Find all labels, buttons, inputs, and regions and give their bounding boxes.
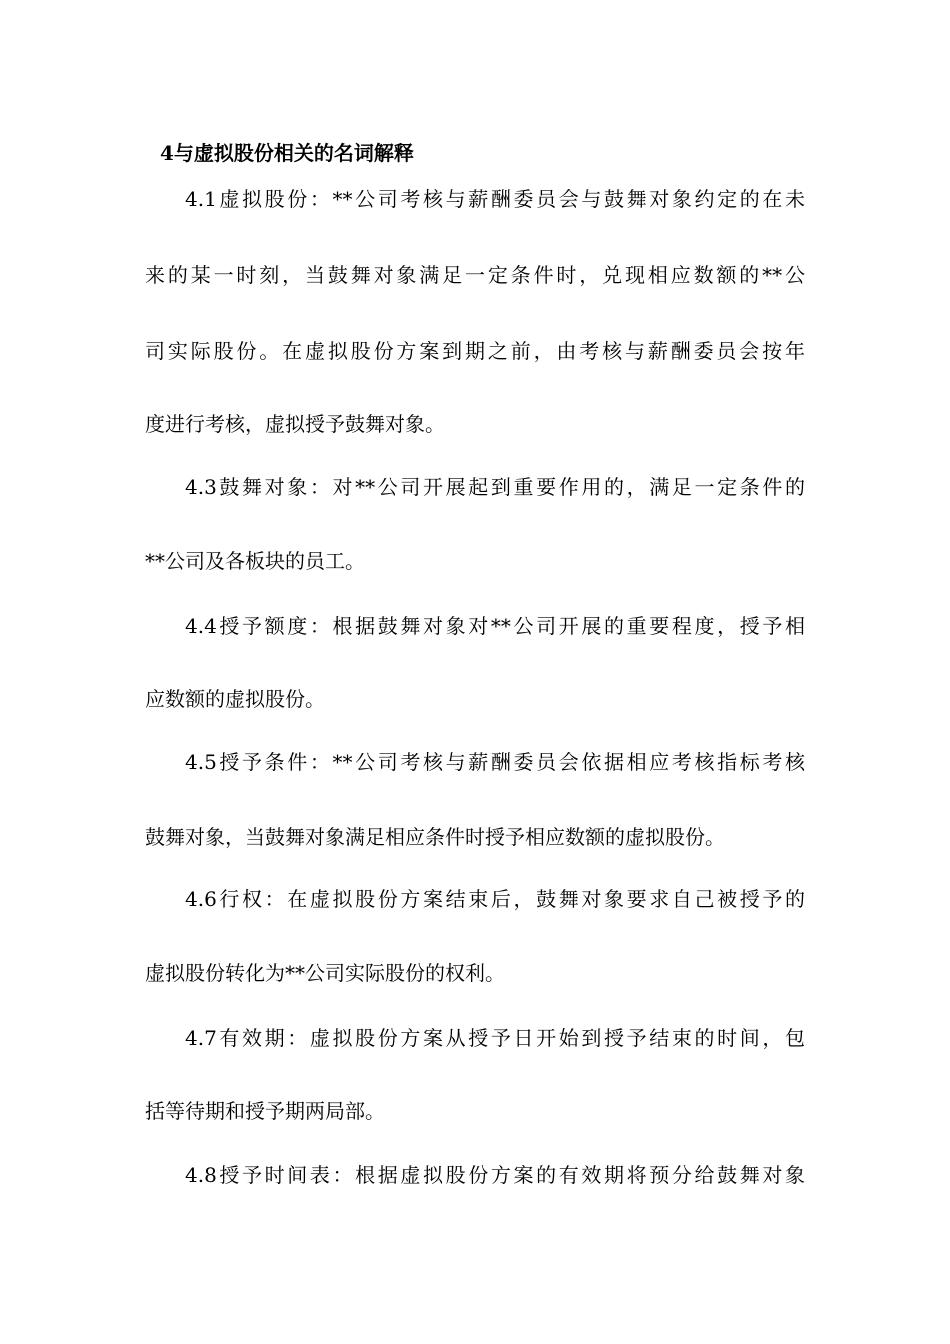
paragraph-line: 括等待期和授予期两局部。 bbox=[145, 1099, 385, 1123]
paragraph-line: 司实际股份。在虚拟股份方案到期之前，由考核与薪酬委员会按年 bbox=[145, 339, 805, 363]
section-heading: 4与虚拟股份相关的名词解释 bbox=[160, 141, 414, 165]
paragraph-line: 虚拟股份转化为**公司实际股份的权利。 bbox=[145, 961, 505, 985]
paragraph-line: 度进行考核，虚拟授予鼓舞对象。 bbox=[145, 412, 445, 436]
paragraph-line: 来的某一时刻，当鼓舞对象满足一定条件时，兑现相应数额的**公 bbox=[145, 263, 805, 287]
paragraph-line: **公司及各板块的员工。 bbox=[145, 549, 365, 573]
paragraph-line: 4.5授予条件：**公司考核与薪酬委员会依据相应考核指标考核 bbox=[185, 750, 805, 774]
paragraph-line: 鼓舞对象，当鼓舞对象满足相应条件时授予相应数额的虚拟股份。 bbox=[145, 825, 725, 849]
paragraph-line: 4.4授予额度：根据鼓舞对象对**公司开展的重要程度，授予相 bbox=[185, 614, 805, 638]
paragraph-line: 应数额的虚拟股份。 bbox=[145, 687, 325, 711]
paragraph-line: 4.6行权：在虚拟股份方案结束后，鼓舞对象要求自己被授予的 bbox=[185, 887, 805, 911]
paragraph-line: 4.3鼓舞对象：对**公司开展起到重要作用的，满足一定条件的 bbox=[185, 475, 805, 499]
paragraph-line: 4.1虚拟股份：**公司考核与薪酬委员会与鼓舞对象约定的在未 bbox=[185, 187, 805, 211]
paragraph-line: 4.8授予时间表：根据虚拟股份方案的有效期将预分给鼓舞对象 bbox=[185, 1163, 805, 1187]
paragraph-line: 4.7有效期：虚拟股份方案从授予日开始到授予结束的时间，包 bbox=[185, 1026, 805, 1050]
